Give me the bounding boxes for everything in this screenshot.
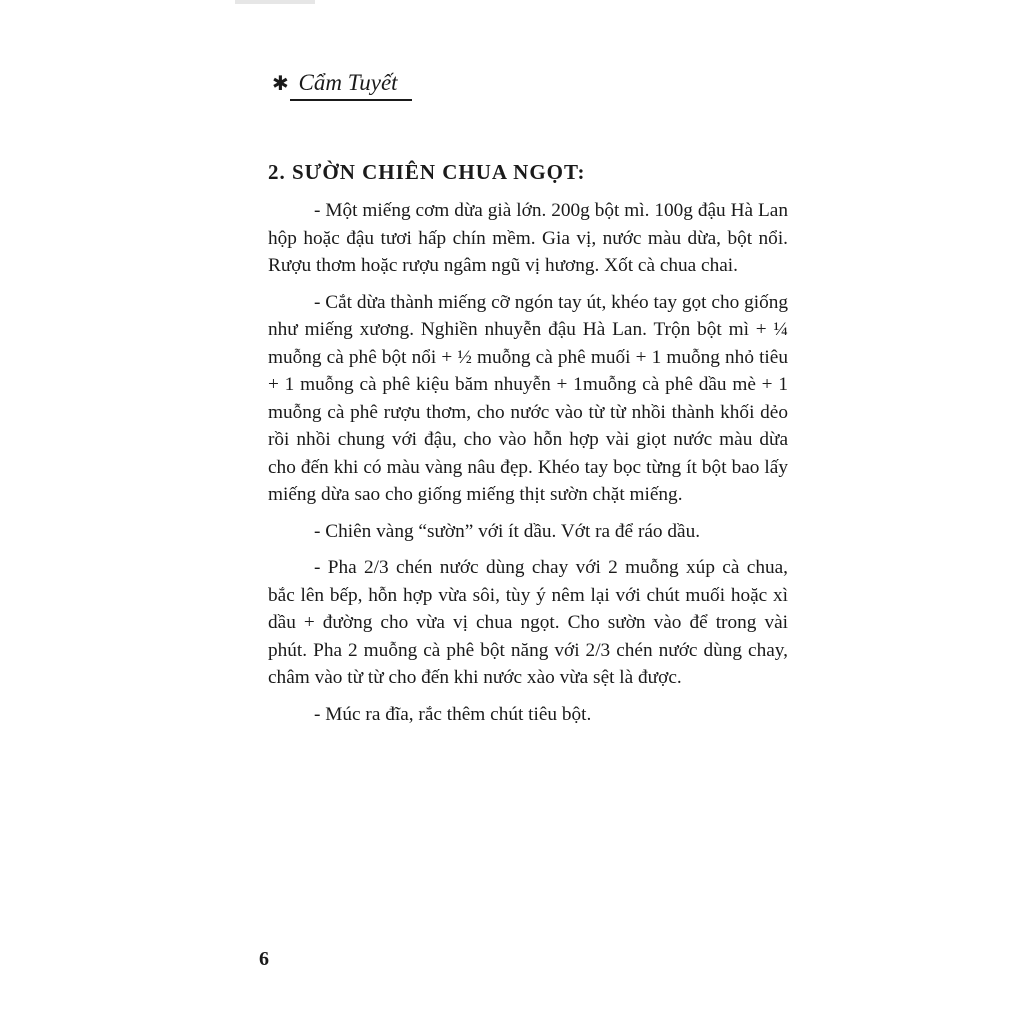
page-edge-mark: [235, 0, 315, 4]
running-header: [272, 70, 398, 96]
paragraph-ingredients: - Một miếng cơm dừa già lớn. 200g bột mì. 100g đậu Hà Lan hộp hoặc đậu tươi hấp chín mềm. Gia vị, nước màu dừa, bột nổi. Rượu thơm hoặc rượu ngâm ngũ vị hương. Xốt cà chua chai.: [268, 200, 788, 276]
recipe-body: [268, 197, 788, 737]
paragraph-sauce: - Pha 2/3 chén nước dùng chay với 2 muỗng xúp cà chua, bắc lên bếp, hỗn hợp vừa sôi, tùy ý nêm lại với chút muối hoặc xì dầu + đường cho vừa vị chua ngọt. Cho sườn vào để trong vài phút. Pha 2 muỗng cà phê bột năng với 2/3 chén nước dùng chay, châm vào từ từ cho đến khi nước xào vừa sệt là được.: [268, 557, 788, 688]
paragraph-frying: - Chiên vàng “sườn” với ít dầu. Vớt ra để ráo dầu.: [314, 520, 701, 542]
star-icon: ✱: [272, 73, 289, 95]
section-title: 2. SƯỜN CHIÊN CHUA NGỌT:: [268, 160, 586, 184]
author-name: Cẩm Tuyết: [298, 70, 398, 95]
header-underline: [290, 99, 412, 101]
page-number: 6: [259, 948, 269, 970]
paragraph-serving: - Múc ra đĩa, rắc thêm chút tiêu bột.: [314, 703, 592, 725]
paragraph-preparation: - Cắt dừa thành miếng cỡ ngón tay út, khéo tay gọt cho giống như miếng xương. Nghiền nhuyễn đậu Hà Lan. Trộn bột mì + ¼ muỗng cà phê bột nổi + ½ muỗng cà phê muối + 1 muỗng nhỏ tiêu + 1 muỗng cà phê kiệu băm nhuyễn + 1muỗng cà phê dầu mè + 1 muỗng cà phê rượu thơm, cho nước vào từ từ nhồi thành khối dẻo rồi nhồi chung với đậu, cho vào hỗn hợp vài giọt nước màu dừa cho đến khi có màu vàng nâu đẹp. Khéo tay bọc từng ít bột bao lấy miếng dừa sao cho giống miếng thịt sườn chặt miếng.: [268, 291, 788, 505]
